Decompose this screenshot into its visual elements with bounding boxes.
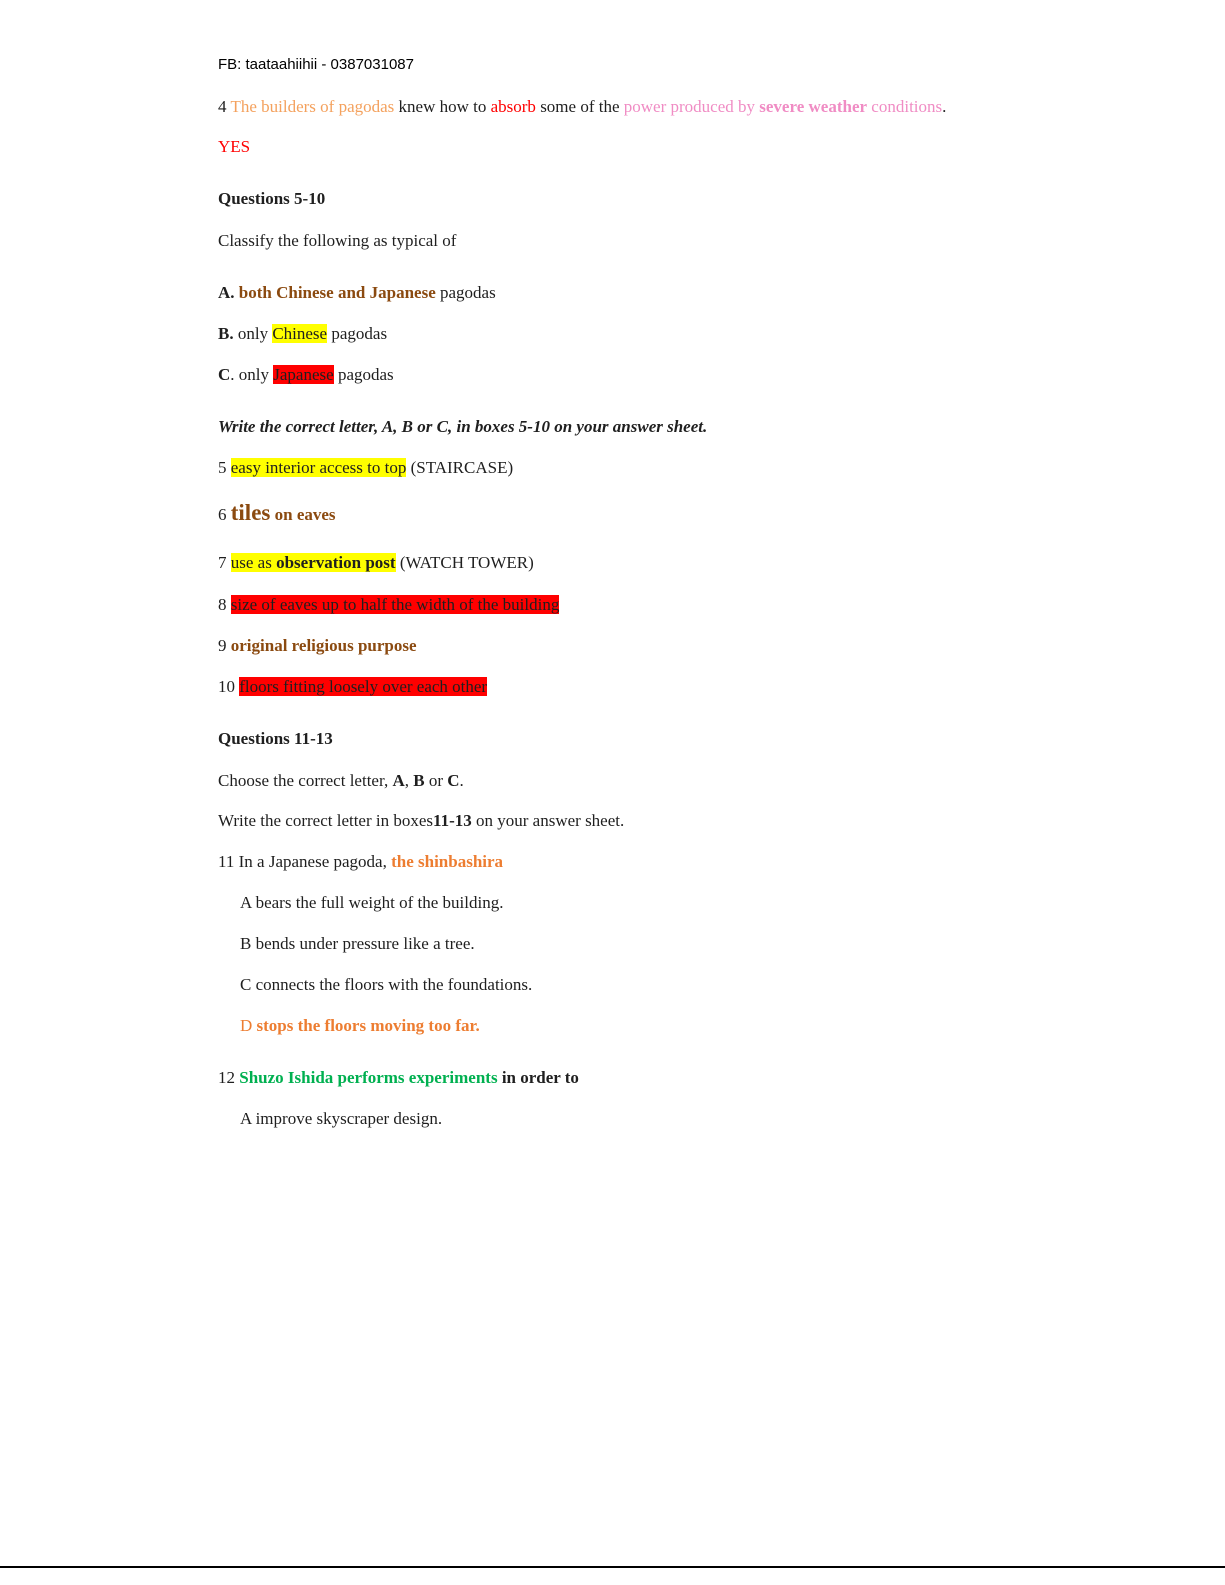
instruction-text: on your answer sheet. <box>471 811 625 830</box>
section-title: Questions 5-10 <box>218 189 326 208</box>
q11-option-d <box>240 1015 480 1037</box>
q12-option-a: A improve skyscraper design. <box>240 1109 443 1128</box>
item-highlight <box>231 553 396 572</box>
item-7 <box>218 552 534 574</box>
section-intro: Classify the following as typical of <box>218 231 457 250</box>
q4-keyword: absorb <box>490 97 536 116</box>
option-rest: pagodas <box>337 365 394 384</box>
item-text: on eaves <box>274 505 336 524</box>
item-note: (WATCH TOWER) <box>399 553 534 572</box>
item-text: use as <box>230 553 272 572</box>
option-letter: B. <box>218 324 234 343</box>
item-6 <box>218 502 336 526</box>
item-5 <box>218 457 513 479</box>
q4-phrase-bold: severe weather <box>759 97 868 116</box>
q11-option-c: C connects the floors with the foundations. <box>240 975 533 994</box>
q11-option-a: A bears the full weight of the building. <box>240 893 504 912</box>
item-text: original religious purpose <box>230 636 417 655</box>
option-letter: C <box>218 365 231 384</box>
question-text: in order to <box>501 1068 579 1087</box>
header-contact: FB: taataahiihii - 0387031087 <box>218 56 414 73</box>
item-10 <box>218 676 487 698</box>
separator: , <box>404 771 414 790</box>
option-text: stops the floors moving too far. <box>256 1016 480 1035</box>
choose-instruction <box>218 770 464 792</box>
question-11 <box>218 851 503 873</box>
instruction-text: Choose the correct letter, <box>218 771 393 790</box>
option-highlight: Chinese <box>272 324 328 343</box>
option-letter: D <box>240 1016 253 1035</box>
question-text: In a Japanese pagoda, <box>238 852 387 871</box>
item-8 <box>218 594 559 616</box>
item-big-word: tiles <box>230 500 271 525</box>
item-number: 10 <box>218 677 235 696</box>
item-text: easy interior access to top <box>230 458 407 477</box>
item-text: floors fitting loosely over each other <box>239 677 488 696</box>
item-number: 7 <box>218 553 227 572</box>
letter-c: C <box>447 771 460 790</box>
item-number: 5 <box>218 458 227 477</box>
option-pre: . only <box>230 365 270 384</box>
question-highlight: Shuzo Ishida performs experiments <box>239 1068 498 1087</box>
q4-phrase: power produced by <box>623 97 756 116</box>
q4-text: knew how to <box>398 97 487 116</box>
q4-subject: The builders of pagodas <box>230 97 395 116</box>
item-number: 6 <box>218 505 227 524</box>
option-rest: pagodas <box>440 283 496 302</box>
q4-phrase: conditions <box>871 97 943 116</box>
option-c <box>218 364 394 386</box>
instruction-bold: 11-13 <box>433 811 472 830</box>
question-4 <box>218 96 946 118</box>
q4-period: . <box>942 97 947 116</box>
letter-b: B <box>413 771 425 790</box>
option-b <box>218 323 387 345</box>
item-note: (STAIRCASE) <box>410 458 514 477</box>
question-12 <box>218 1067 579 1089</box>
item-number: 9 <box>218 636 227 655</box>
question-number: 11 <box>218 852 235 871</box>
item-bold: observation post <box>276 553 396 572</box>
option-rest: pagodas <box>331 324 388 343</box>
instruction-text: Write the correct letter in boxes <box>218 811 434 830</box>
write-instruction <box>218 810 624 832</box>
option-highlight: Japanese <box>273 365 334 384</box>
q4-text: some of the <box>540 97 620 116</box>
option-highlight: both Chinese and Japanese <box>238 283 436 302</box>
q11-option-b: B bends under pressure like a tree. <box>240 934 475 953</box>
option-pre: only <box>237 324 269 343</box>
question-number: 12 <box>218 1068 235 1087</box>
question-number: 4 <box>218 97 227 116</box>
question-highlight: the shinbashira <box>391 852 504 871</box>
item-9 <box>218 635 417 657</box>
item-text: size of eaves up to half the width of the building <box>230 595 560 614</box>
q4-answer: YES <box>218 137 251 156</box>
instruction: Write the correct letter, A, B or C, in boxes 5-10 on your answer sheet. <box>218 417 708 436</box>
option-a <box>218 282 496 304</box>
letter-a: A <box>392 771 405 790</box>
separator: or <box>424 771 448 790</box>
section-title: Questions 11-13 <box>218 729 333 748</box>
page-bottom-rule <box>0 1566 1225 1568</box>
item-number: 8 <box>218 595 227 614</box>
period: . <box>459 771 464 790</box>
option-letter: A. <box>218 283 235 302</box>
